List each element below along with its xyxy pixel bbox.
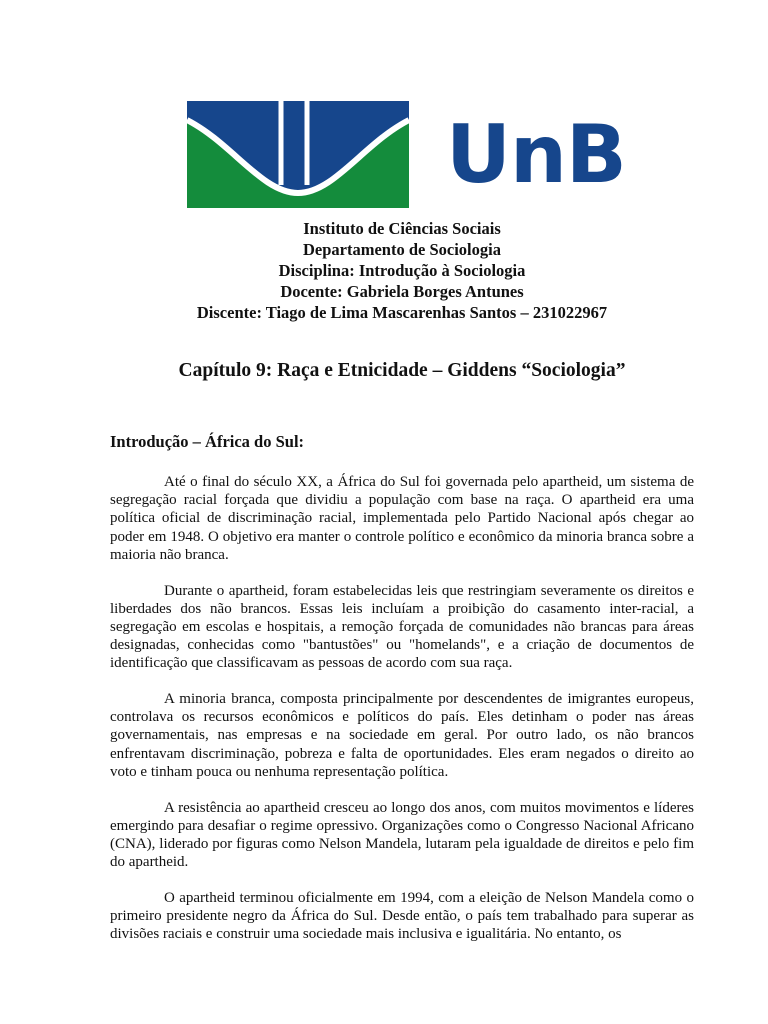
paragraph-2: Durante o apartheid, foram estabelecidas leis que restringiam severamente os direitos e liberdades dos não brancos. Essas leis incluíam a proibição do casamento inter-racial, a segregação em escolas e hospitais, a remoção forçada de comunidades não brancas para áreas designadas, conhecidas como "bantustões" ou "homelands", e a criação de documentos de identificação que classificavam as pessoas de acordo com sua raça. <box>110 582 694 672</box>
paragraph-5: O apartheid terminou oficialmente em 1994, com a eleição de Nelson Mandela como o primeiro presidente negro da África do Sul. Desde então, o país tem trabalhado para superar as divisões raciais e construir uma sociedade mais inclusiva e igualitária. No entanto, os <box>110 889 694 943</box>
unb-wordmark: UnB <box>446 108 626 201</box>
document-header <box>0 218 768 323</box>
paragraph-1: Até o final do século XX, a África do Sul foi governada pelo apartheid, um sistema de segregação racial forçada que dividiu a população com base na raça. O apartheid era uma política oficial de discriminação racial, implementada pelo Partido Nacional após chegar ao poder em 1948. O objetivo era manter o controle político e econômico da minoria branca sobre a maioria não branca. <box>110 474 694 563</box>
paragraph-4: A resistência ao apartheid cresceu ao longo dos anos, com muitos movimentos e líderes emergindo para desafiar o regime opressivo. Organizações como o Congresso Nacional Africano (CNA), liderado por figuras como Nelson Mandela, lutaram pela igualdade de direitos e pelo fim do apartheid. <box>110 799 694 871</box>
institute-line: Instituto de Ciências Sociais <box>303 219 501 238</box>
unb-emblem-icon <box>187 101 409 208</box>
chapter-title: Capítulo 9: Raça e Etnicidade – Giddens “Sociologia” <box>178 360 626 381</box>
section-heading: Introdução – África do Sul: <box>110 432 305 451</box>
body-text <box>110 473 694 961</box>
course-line: Disciplina: Introdução à Sociologia <box>278 261 526 280</box>
student-line: Discente: Tiago de Lima Mascarenhas Santos – 231022967 <box>196 303 608 322</box>
teacher-line: Docente: Gabriela Borges Antunes <box>280 282 524 301</box>
unb-logo <box>0 0 768 215</box>
department-line: Departamento de Sociologia <box>303 240 501 259</box>
paragraph-3: A minoria branca, composta principalmente por descendentes de imigrantes europeus, controlava os recursos econômicos e políticos do país. Eles detinham o poder nas áreas governamentais, nas empresas e na sociedade em geral. Por outro lado, os não brancos enfrentavam discriminação, pobreza e falta de oportunidades. Eles eram negados o direito ao voto e tinham pouca ou nenhuma representação política. <box>110 691 694 780</box>
